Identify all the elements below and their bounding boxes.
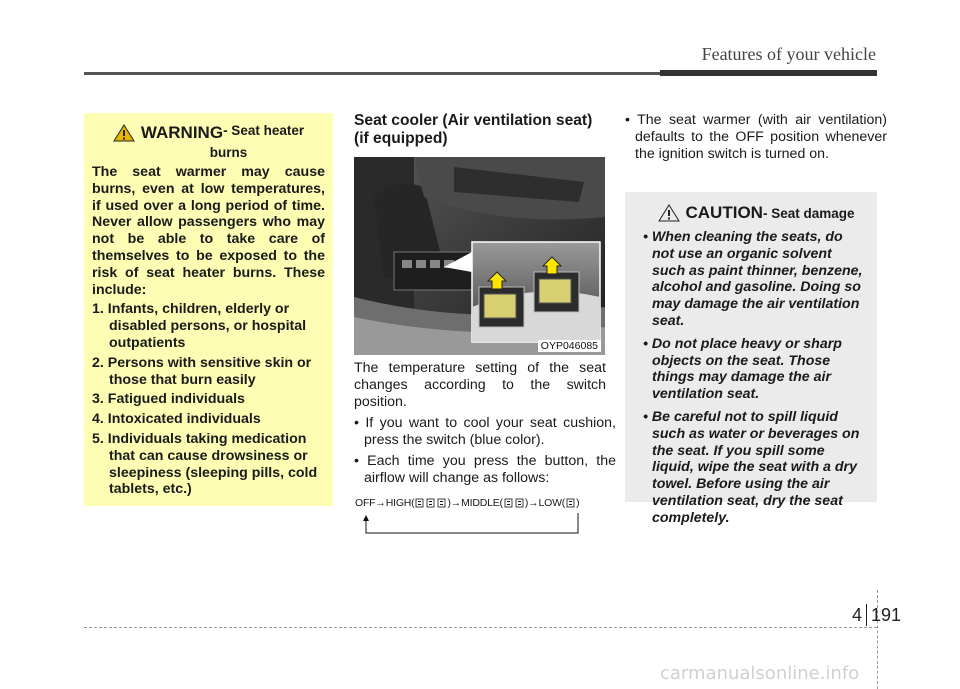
fan-level-icon [566, 498, 575, 508]
caution-list-item: • Do not place heavy or sharp objects on the seat. Those things may damage the air ventilation seat. [643, 335, 842, 403]
caution-list-item: • Be careful not to spill liquid such as water or beverages on the seat. If you spill some liquid, wipe the seat with a dry towel. Before using the air ventilation seat, dry the seat completely. [643, 408, 860, 526]
watermark: carmanualsonline.info [660, 663, 860, 684]
airflow-middle: MIDDLE( [461, 497, 503, 509]
warning-heading [92, 123, 325, 143]
caution-list-item: • When cleaning the seats, do not use an organic solvent such as paint thinner, benzene, alcohol and gasoline. Doing so may damage the air ventilation seat. [643, 229, 863, 329]
fan-level-icon [515, 498, 524, 508]
caution-subtitle: - Seat damage [762, 205, 855, 221]
console-illustration [354, 157, 605, 355]
warning-subtitle-cont: burns [209, 145, 248, 160]
caution-triangle-icon [658, 204, 680, 222]
warning-list-item: 3. Fatigued individuals [92, 391, 245, 408]
footer-rule [84, 627, 877, 628]
warning-list-item: 2. Persons with sensitive skin or those that burn easily [92, 354, 312, 388]
page-section-title: Features of your vehicle [701, 44, 876, 64]
arrow-icon: → [375, 497, 386, 509]
page-number: 191 [871, 605, 902, 625]
image-code: OYP046085 [538, 340, 601, 352]
caution-heading [639, 203, 867, 223]
fan-level-icon [426, 498, 435, 508]
default-off-note: • The seat warmer (with air ventilation) defaults to the OFF position whenever the ignition switch is turned on. [625, 112, 887, 162]
section-heading: Seat cooler (Air ventilation seat) (if equipped) [354, 112, 593, 147]
warning-list-item: 4. Intoxicated individuals [92, 411, 261, 428]
close-paren: ) [447, 497, 451, 509]
airflow-high: HIGH( [385, 497, 415, 509]
airflow-off: OFF [355, 497, 376, 509]
airflow-low: LOW( [538, 497, 566, 509]
arrow-icon: → [450, 497, 462, 509]
header-rule-accent [660, 70, 877, 76]
close-paren: ) [524, 497, 529, 509]
arrow-icon: → [528, 497, 539, 509]
fan-level-icon [437, 498, 446, 508]
warning-body: The seat warmer may cause burns, even at low temperatures, if used over a long period of time. Never allow passengers who may not be able to take care of themselves to be exposed to the risk of seat heater burns. These include: [92, 164, 325, 298]
fan-level-icon [504, 498, 513, 508]
warning-box [84, 113, 333, 506]
caution-title: CAUTION [685, 203, 763, 222]
bullet-item: • Each time you press the button, the airflow will change as follows: [354, 453, 616, 486]
page-number-separator [866, 604, 867, 626]
chapter-number: 4 [852, 605, 863, 625]
seat-cooler-switch-photo [354, 157, 605, 355]
warning-triangle-icon [113, 124, 135, 142]
warning-list-item: 5. Individuals taking medication that can cause drowsiness or sleepiness (sleeping pills, cold tablets, etc.) [92, 430, 318, 498]
bullet-item: • If you want to cool your seat cushion, press the switch (blue color). [354, 415, 616, 448]
intro-paragraph: The temperature setting of the seat changes according to the switch position. [354, 360, 606, 410]
close-paren: ) [576, 497, 580, 509]
caution-box [625, 192, 877, 526]
warning-list-item: 1. Infants, children, elderly or disabled persons, or hospital outpatients [92, 301, 307, 351]
airflow-sequence [355, 497, 607, 509]
cycle-return-arrow [362, 513, 582, 535]
warning-subtitle: - Seat heater [223, 123, 305, 138]
warning-title: WARNING [140, 123, 224, 142]
fan-level-icon [415, 498, 424, 508]
